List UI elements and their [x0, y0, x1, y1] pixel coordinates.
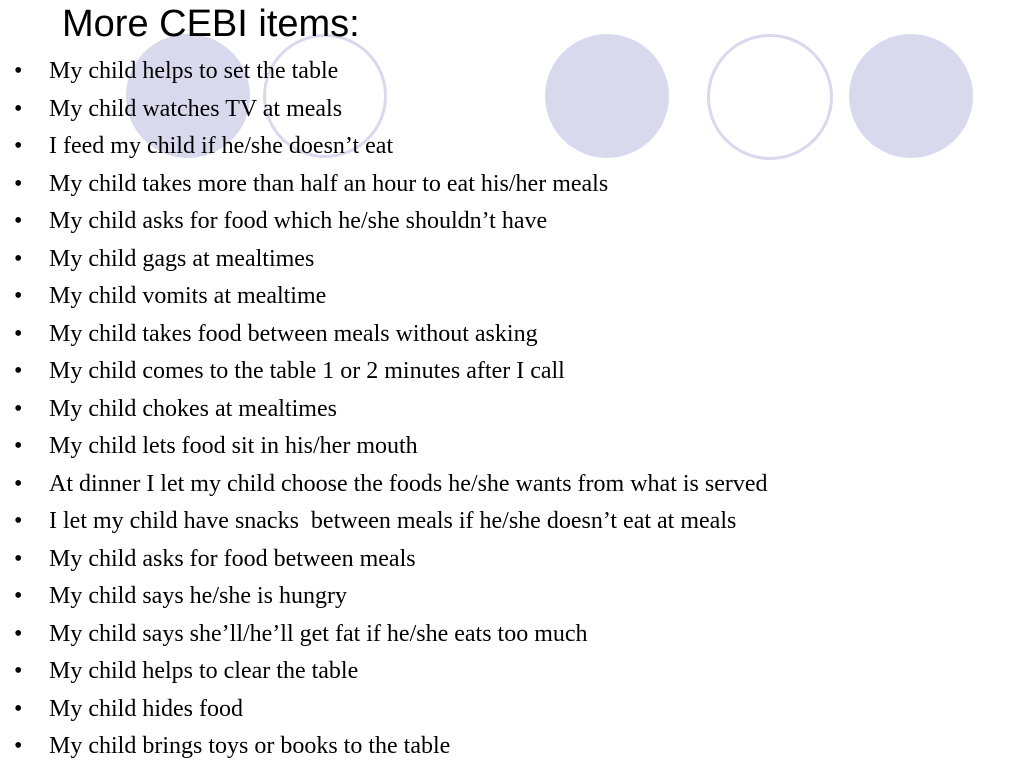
- bullet-icon: •: [14, 620, 23, 647]
- item-text: My child asks for food between meals: [49, 545, 416, 572]
- item-text: At dinner I let my child choose the foods he/she wants from what is served: [49, 470, 768, 497]
- list-item: [0, 616, 768, 654]
- item-text: My child brings toys or books to the table: [49, 733, 451, 759]
- list-item: [0, 428, 768, 466]
- list-item: [0, 466, 768, 504]
- list-item: [0, 578, 768, 616]
- bullet-icon: •: [14, 395, 23, 422]
- list-item: [0, 241, 768, 279]
- bullet-icon: •: [14, 58, 23, 84]
- item-text: My child takes more than half an hour to eat his/her meals: [49, 170, 609, 197]
- bullet-icon: •: [14, 508, 23, 534]
- item-text: My child asks for food which he/she shouldn’t have: [49, 208, 548, 234]
- item-text: My child says she’ll/he’ll get fat if he/she eats too much: [49, 620, 588, 647]
- list-item: [0, 653, 768, 691]
- list-item: [0, 316, 768, 354]
- bullet-icon: •: [14, 658, 23, 684]
- slide-title: More CEBI items:: [62, 3, 360, 45]
- bullet-icon: •: [14, 245, 23, 272]
- decorative-circle-filled: [849, 34, 973, 158]
- bullet-icon: •: [14, 358, 23, 384]
- list-item: [0, 128, 768, 166]
- list-item: [0, 391, 768, 429]
- item-text: My child vomits at mealtime: [49, 283, 327, 309]
- bullet-icon: •: [14, 583, 23, 609]
- bullet-icon: •: [14, 733, 23, 759]
- item-text: I feed my child if he/she doesn’t eat: [49, 133, 394, 159]
- item-text: I let my child have snacks between meals if he/she doesn’t eat at meals: [49, 508, 737, 534]
- list-item: [0, 503, 768, 541]
- list-item: [0, 691, 768, 729]
- list-item: [0, 91, 768, 129]
- bullet-list: [0, 53, 768, 766]
- list-item: [0, 203, 768, 241]
- list-item: [0, 353, 768, 391]
- bullet-icon: •: [14, 695, 23, 722]
- item-text: My child says he/she is hungry: [49, 583, 347, 609]
- list-item: [0, 278, 768, 316]
- list-item: [0, 728, 768, 766]
- item-text: My child watches TV at meals: [49, 95, 343, 122]
- item-text: My child helps to set the table: [49, 58, 339, 84]
- item-text: My child comes to the table 1 or 2 minutes after I call: [49, 358, 565, 384]
- bullet-icon: •: [14, 433, 23, 459]
- bullet-icon: •: [14, 170, 23, 197]
- bullet-icon: •: [14, 208, 23, 234]
- list-item: [0, 166, 768, 204]
- bullet-icon: •: [14, 283, 23, 309]
- bullet-icon: •: [14, 133, 23, 159]
- bullet-icon: •: [14, 95, 23, 122]
- bullet-icon: •: [14, 545, 23, 572]
- item-text: My child hides food: [49, 695, 243, 722]
- item-text: My child gags at mealtimes: [49, 245, 315, 272]
- item-text: My child takes food between meals without asking: [49, 320, 538, 347]
- item-text: My child lets food sit in his/her mouth: [49, 433, 418, 459]
- list-item: [0, 541, 768, 579]
- list-item: [0, 53, 768, 91]
- item-text: My child chokes at mealtimes: [49, 395, 337, 422]
- bullet-icon: •: [14, 320, 23, 347]
- item-text: My child helps to clear the table: [49, 658, 359, 684]
- bullet-icon: •: [14, 470, 23, 497]
